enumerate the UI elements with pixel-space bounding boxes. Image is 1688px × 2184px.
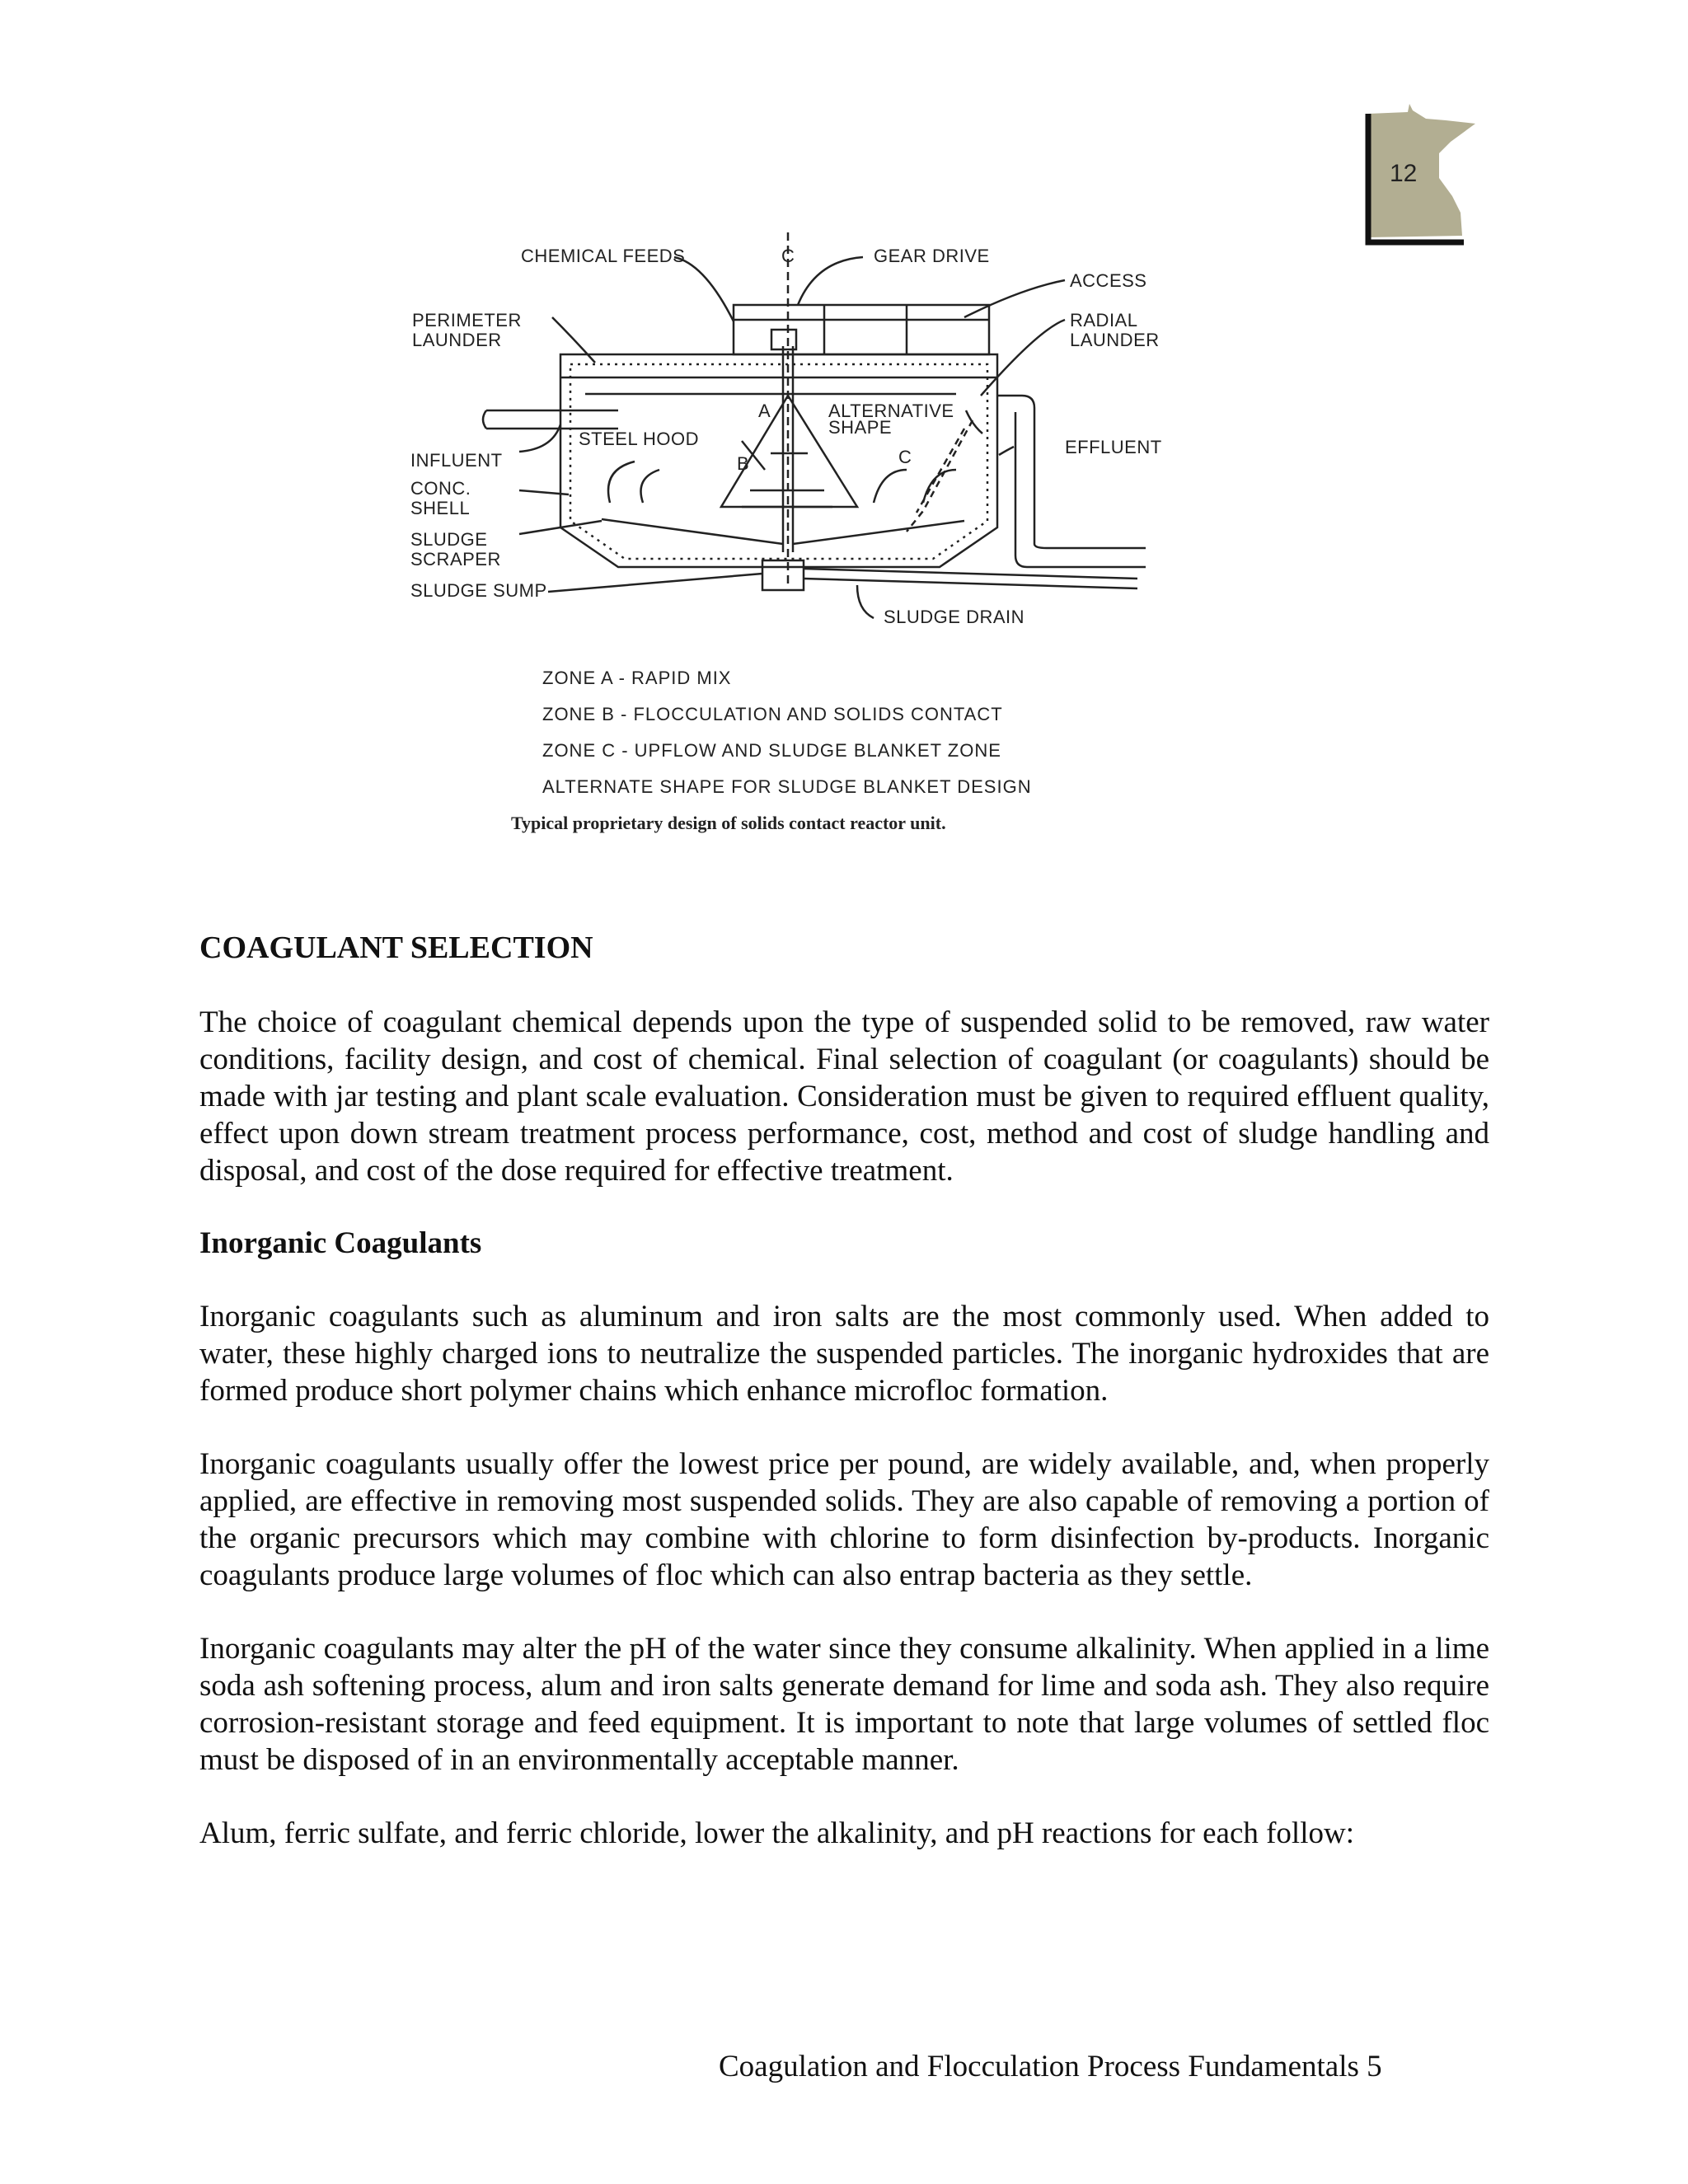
label-zone-c: C [898,447,912,467]
label-chemical-feeds: CHEMICAL FEEDS [521,246,686,266]
subsection-title: Inorganic Coagulants [199,1226,482,1260]
label-sludge: SLUDGE [410,529,488,550]
solids-contact-reactor-figure [396,223,1170,874]
legend-alternate-shape: ALTERNATE SHAPE FOR SLUDGE BLANKET DESIGN [542,776,1032,797]
label-shell: SHELL [410,498,471,518]
legend-zone-c: ZONE C - UPFLOW AND SLUDGE BLANKET ZONE [542,740,1001,761]
label-centerline: C [781,246,795,266]
minnesota-outline-icon [1360,99,1492,251]
intro-paragraph: The choice of coagulant chemical depends upon the type of suspended solid to be removed, raw water conditions, facility design, and cost of chemical. Final selection of coagulant (or coagulants) should be made with jar testing and plant scale evaluation. Consideration must be given to required effluent quality, effect upon down stream treatment process performance, cost, method and cost of sludge handling and disposal, and cost of the dose required for effective treatment. [199,1005,1489,1188]
label-gear-drive: GEAR DRIVE [874,246,990,266]
section-title: COAGULANT SELECTION [199,930,593,965]
label-zone-a: A [758,401,771,421]
label-access: ACCESS [1070,270,1147,291]
label-conc: CONC. [410,478,471,499]
label-shape: SHAPE [828,417,893,438]
legend-zone-a: ZONE A - RAPID MIX [542,668,732,688]
label-sludge-sump: SLUDGE SUMP [410,580,547,601]
label-zone-b: B [737,453,750,474]
label-radial: RADIAL [1070,310,1138,330]
paragraph: Alum, ferric sulfate, and ferric chloride, lower the alkalinity, and pH reactions for each follow: [199,1816,1354,1850]
document-body [199,930,1489,1888]
paragraph: Inorganic coagulants such as aluminum and iron salts are the most commonly used. When added to water, these highly charged ions to neutralize the suspended particles. The inorganic hydroxides that are formed produce short polymer chains which enhance microfloc formation. [199,1299,1489,1408]
page-number-badge [1360,99,1492,251]
label-alternative: ALTERNATIVE [828,401,954,421]
page-number: 12 [1390,160,1418,187]
legend-zone-b: ZONE B - FLOCCULATION AND SOLIDS CONTACT [542,704,1003,724]
label-sludge-drain: SLUDGE DRAIN [884,607,1025,627]
paragraph: Inorganic coagulants may alter the pH of the water since they consume alkalinity. When applied in a lime soda ash softening process, alum and iron salts generate demand for lime and soda ash. They also require corrosion-resistant storage and feed equipment. It is important to note that large volumes of settled floc must be disposed of in an environmentally acceptable manner. [199,1631,1489,1777]
label-steel-hood: STEEL HOOD [579,429,699,449]
page-footer: Coagulation and Flocculation Process Fundamentals 5 [719,2050,1382,2083]
label-launder-left: LAUNDER [412,330,502,350]
label-scraper: SCRAPER [410,549,501,569]
label-effluent: EFFLUENT [1065,437,1162,457]
paragraph: Inorganic coagulants usually offer the lowest price per pound, are widely available, and, when properly applied, are effective in removing most suspended solids. They are also capable of removing a portion of the organic precursors which may combine with chlorine to form disinfection by-products. Inorganic coagulants produce large volumes of floc which can also entrap bacteria as they settle. [199,1446,1489,1592]
label-perimeter: PERIMETER [412,310,522,330]
label-influent: INFLUENT [410,450,503,471]
figure-caption: Typical proprietary design of solids contact reactor unit. [511,813,946,833]
reactor-diagram [396,223,1170,874]
label-launder-right: LAUNDER [1070,330,1160,350]
